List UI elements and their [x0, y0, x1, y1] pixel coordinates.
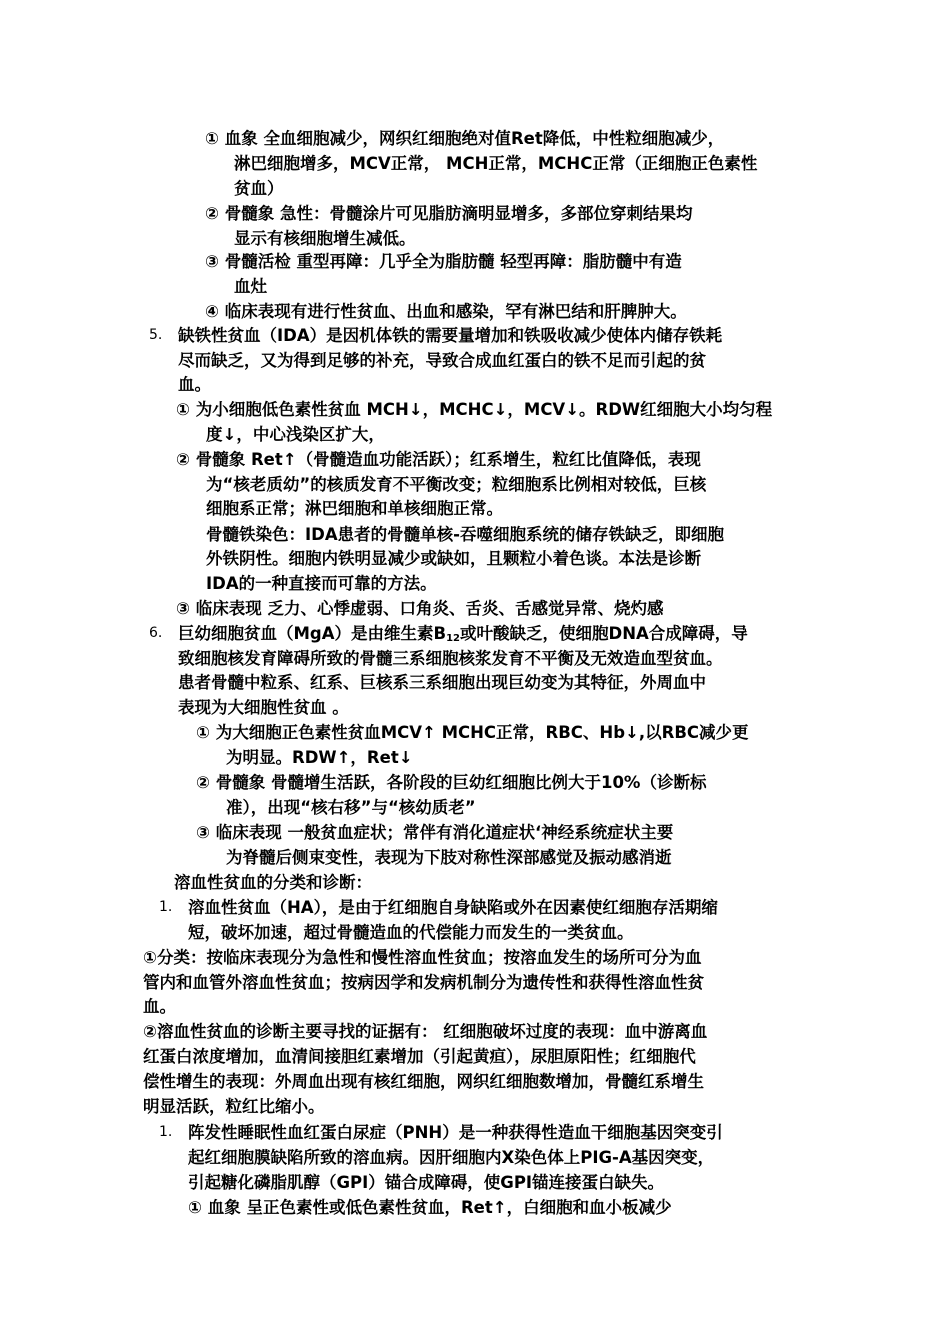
text-line: 管内和血管外溶血性贫血；按病因学和发病机制分为遗传性和获得性溶血性贫	[143, 973, 704, 992]
text-line: ④ 临床表现有进行性贫血、出血和感染，罕有淋巴结和肝脾肿大。	[205, 302, 687, 321]
text-line: 准），出现“核右移”与“核幼质老”	[226, 798, 476, 817]
text-line: ②溶血性贫血的诊断主要寻找的证据有： 红细胞破坏过度的表现：血中游离血	[143, 1022, 708, 1041]
text-line: 为“核老质幼”的核质发育不平衡改变；粒细胞系比例相对较低，巨核	[206, 475, 707, 494]
text-line: 外铁阴性。细胞内铁明显减少或缺如，且颗粒小着色谈。本法是诊断	[206, 549, 701, 568]
text-line: 明显活跃，粒红比缩小。	[143, 1097, 325, 1116]
text-line: 短，破坏加速，超过骨髓造血的代偿能力而发生的一类贫血。	[188, 923, 634, 942]
text-line: 骨髓铁染色：IDA患者的骨髓单核-吞噬细胞系统的储存铁缺乏，即细胞	[206, 525, 724, 544]
text-segment: 或叶酸缺乏，使细胞DNA合成障碍，导	[460, 624, 748, 643]
text-line: 细胞系正常；淋巴细胞和单核细胞正常。	[206, 499, 503, 518]
text-line: 为明显。RDW↑，Ret↓	[226, 748, 413, 767]
text-line: ①分类：按临床表现分为急性和慢性溶血性贫血；按溶血发生的场所可分为血	[143, 948, 702, 967]
text-line: ① 血象 呈正色素性或低色素性贫血，Ret↑，白细胞和血小板减少	[188, 1198, 672, 1217]
text-line: 尽而缺乏，又为得到足够的补充，导致合成血红蛋白的铁不足而引起的贫	[178, 351, 706, 370]
text-line: 溶血性贫血（HA），是由于红细胞自身缺陷或外在因素使红细胞存活期缩	[188, 898, 718, 917]
text-line: ① 为小细胞低色素性贫血 MCH↓，MCHC↓，MCV↓。RDW红细胞大小均匀程	[176, 400, 773, 419]
text-line: ① 为大细胞正色素性贫血MCV↑ MCHC正常，RBC、Hb↓,以RBC减少更	[196, 723, 749, 742]
list-number: 5.	[149, 327, 163, 343]
text-line: 血。	[178, 375, 211, 394]
text-line: 缺铁性贫血（IDA）是因机体铁的需要量增加和铁吸收减少使体内储存铁耗	[178, 326, 723, 345]
list-number: 1.	[159, 899, 173, 915]
text-line: 红蛋白浓度增加，血清间接胆红素增加（引起黄疸），尿胆原阳性；红细胞代	[143, 1047, 696, 1066]
text-line: 阵发性睡眠性血红蛋白尿症（PNH）是一种获得性造血干细胞基因突变引	[188, 1123, 723, 1142]
list-number: 6.	[149, 625, 163, 641]
text-line: ② 骨髓象 急性：骨髓涂片可见脂肪滴明显增多，多部位穿刺结果均	[205, 204, 693, 223]
text-line: 血。	[143, 997, 176, 1016]
text-line: ② 骨髓象 骨髓增生活跃，各阶段的巨幼红细胞比例大于10%（诊断标	[196, 773, 707, 792]
text-line	[178, 621, 748, 646]
text-line: 表现为大细胞性贫血 。	[178, 698, 349, 717]
text-line: 显示有核细胞增生减低。	[234, 229, 416, 248]
text-line: 患者骨髓中粒系、红系、巨核系三系细胞出现巨幼变为其特征，外周血中	[178, 673, 706, 692]
text-line: 致细胞核发育障碍所致的骨髓三系细胞核浆发育不平衡及无效造血型贫血。	[178, 649, 723, 668]
text-line: ③ 临床表现 一般贫血症状；常伴有消化道症状‘神经系统症状主要	[196, 823, 674, 842]
text-segment: 巨幼细胞贫血（MgA）是由维生素B	[178, 624, 447, 643]
text-line: 引起糖化磷脂肌醇（GPI）锚合成障碍，使GPI锚连接蛋白缺失。	[188, 1173, 665, 1192]
text-line: IDA的一种直接而可靠的方法。	[206, 574, 437, 593]
text-line: 偿性增生的表现：外周血出现有核红细胞，网织红细胞数增加，骨髓红系增生	[143, 1072, 704, 1091]
text-line: ② 骨髓象 Ret↑（骨髓造血功能活跃）；红系增生，粒红比值降低，表现	[176, 450, 701, 469]
text-line: 度↓，中心浅染区扩大，	[206, 425, 385, 444]
text-line: 起红细胞膜缺陷所致的溶血病。因肝细胞内X染色体上PIG-A基因突变，	[188, 1148, 715, 1167]
text-line: ① 血象 全血细胞减少，网织红细胞绝对值Ret降低，中性粒细胞减少，	[205, 129, 725, 148]
list-number: 1.	[159, 1124, 173, 1140]
text-line: 淋巴细胞增多，MCV正常， MCH正常，MCHC正常（正细胞正色素性	[234, 154, 758, 173]
text-line: ③ 临床表现 乏力、心悸虚弱、口角炎、舌炎、舌感觉异常、烧灼感	[176, 599, 664, 618]
text-line: 为脊髓后侧束变性，表现为下肢对称性深部感觉及振动感消逝	[226, 848, 672, 867]
text-line: ③ 骨髓活检 重型再障：几乎全为脂肪髓 轻型再障：脂肪髓中有造	[205, 252, 682, 271]
subscript: 12	[446, 633, 460, 644]
text-line: 贫血）	[234, 179, 284, 198]
text-line: 血灶	[234, 277, 267, 296]
section-heading: 溶血性贫血的分类和诊断：	[174, 873, 372, 892]
